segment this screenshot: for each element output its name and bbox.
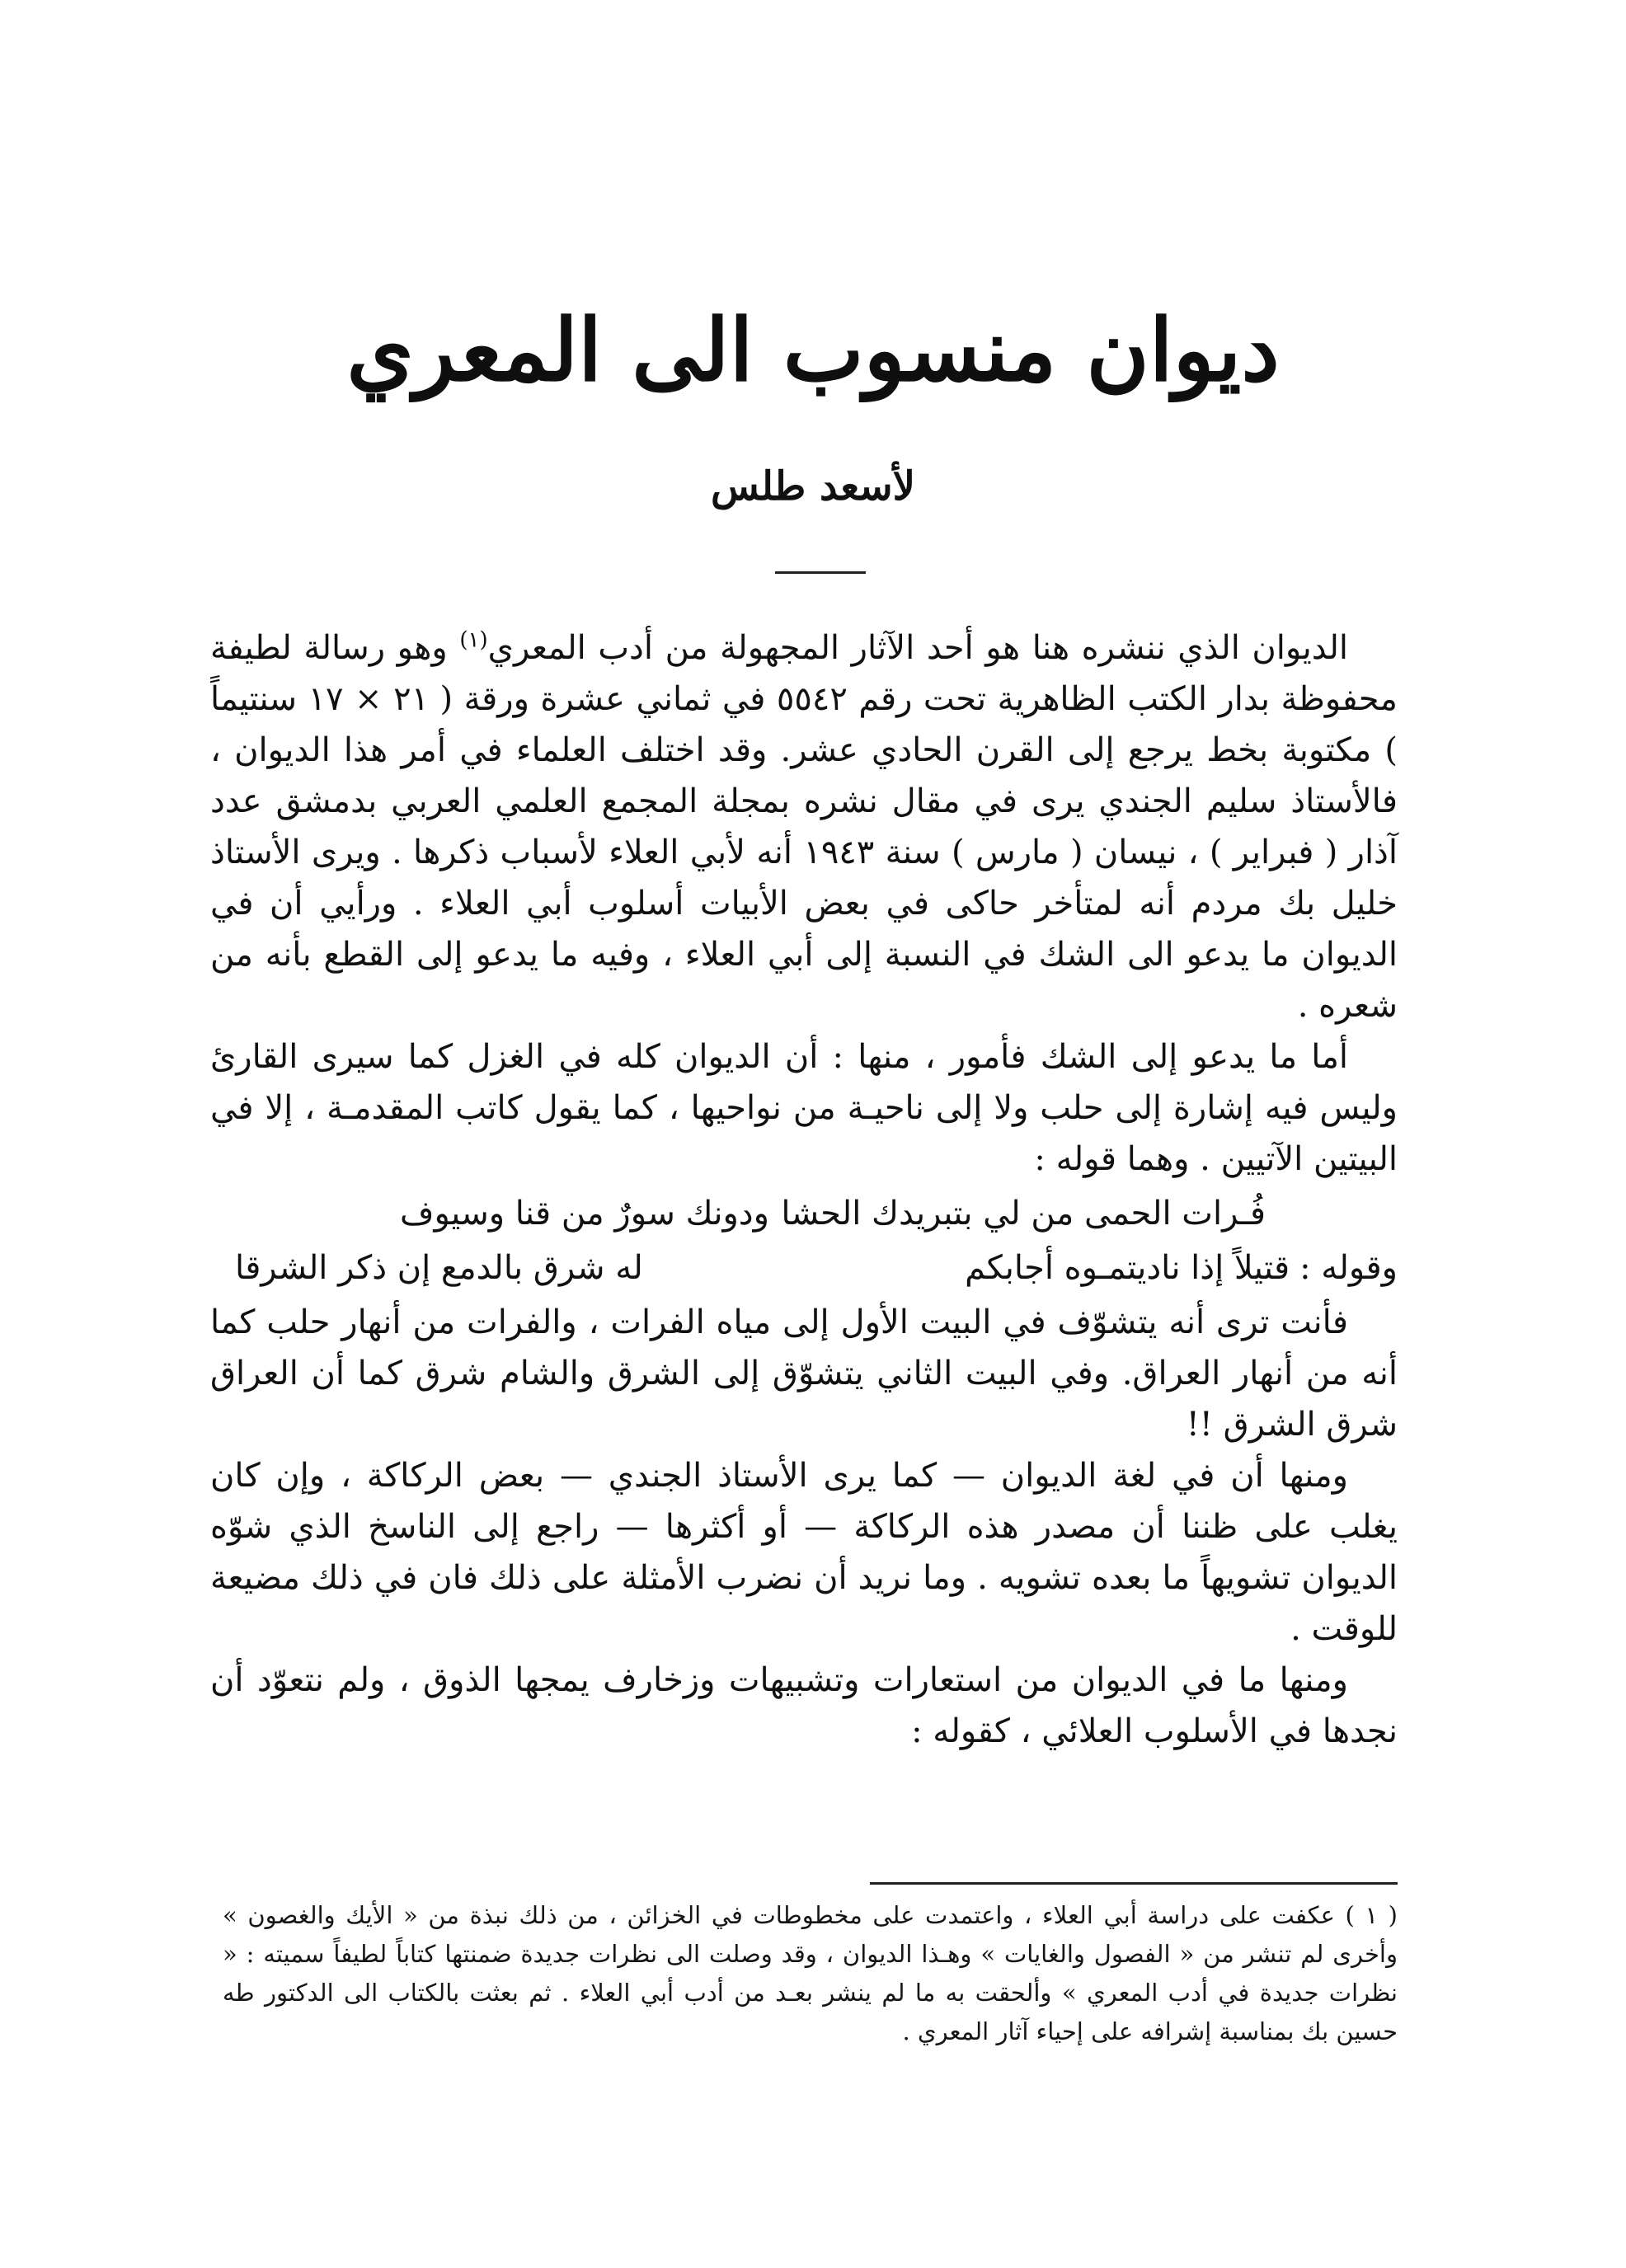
title-divider [775, 571, 866, 574]
verse-1-second-hemistich: ودونك سورٌ من قنا وسيوف [400, 1195, 769, 1233]
verse-1 [210, 1188, 1398, 1239]
page-title: ديوان منسوب الى المعري [346, 299, 1280, 401]
verse-2-second-hemistich: له شرق بالدمع إن ذكر الشرقا [235, 1249, 643, 1287]
footnote-divider [870, 1882, 1398, 1885]
paragraph-5: ومنها ما في الديوان من استعارات وتشبيهات وزخارف يمجها الذوق ، ولم نتعوّد أن نجدها في الأسلوب العلائي ، كقوله : [210, 1661, 1398, 1750]
article-body [210, 622, 1398, 1757]
footnote-marker: (١) [459, 627, 488, 653]
footnote-text: ( ١ ) عكفت على دراسة أبي العلاء ، واعتمدت على مخطوطات في الخزائن ، من ذلك نبذة من « الأيك والغصون » وأخرى لم تنشر من « الفصول والغايات » وهـذا الديوان ، وقد وصلت الى نظرات جديدة ضمنتها كتاباً لطيفاً سميته : « نظرات جديدة في أدب المعري » وألحقت به ما لم ينشر بعـد من أدب أبي العلاء . ثم بعثت بالكتاب الى الدكتور طه حسين بك بمناسبة إشرافه على إحياء آثار المعري . [223, 1901, 1398, 2045]
paragraph-3: فأنت ترى أنه يتشوّف في البيت الأول إلى مياه الفرات ، والفرات من أنهار حلب كما أنه من أنهار العراق. وفي البيت الثاني يتشوّق إلى الشرق والشام شرق كما أن العراق شرق الشرق !! [210, 1303, 1398, 1444]
paragraph-1 [210, 622, 1398, 1031]
footnote [223, 1896, 1398, 2051]
paragraph-1-text-a: الديوان الذي ننشره هنا هو أحد الآثار المجهولة من أدب المعري [487, 629, 1349, 667]
verse-2 [210, 1242, 1398, 1294]
paragraph-1-text-b: وهو رسالة لطيفة محفوظة بدار الكتب الظاهرية تحت رقم ٥٥٤٢ في ثماني عشرة ورقة ( ٢١ × ١٧ سنتيماً ) مكتوبة بخط يرجع إلى القرن الحادي عشر. وقد اختلف العلماء في أمر هذا الديوان ، فالأستاذ سليم الجندي يرى في مقال نشره بمجلة المجمع العلمي العربي بدمشق عدد آذار ( فبراير ) ، نيسان ( مارس ) سنة ١٩٤٣ أنه لأبي العلاء لأسباب ذكرها . ويرى الأستاذ خليل بك مردم أنه لمتأخر حاكى في بعض الأبيات أسلوب أبي العلاء . ورأيي أن في الديوان ما يدعو الى الشك في النسبة إلى أبي العلاء ، وفيه ما يدعو إلى القطع بأنه من شعره . [210, 629, 1398, 1025]
paragraph-2: أما ما يدعو إلى الشك فأمور ، منها : أن الديوان كله في الغزل كما سيرى القارئ وليس فيه إشارة إلى حلب ولا إلى ناحيـة من نواحيها ، كما يقول كاتب المقدمـة ، إلا في البيتين الآتيين . وهما قوله : [210, 1038, 1398, 1178]
author-byline: لأسعد طلس [711, 463, 915, 509]
verse-1-first-hemistich: فُـرات الحمى من لي بتبريدك الحشا [781, 1195, 1266, 1233]
verse-2-intro: وقوله : [1299, 1249, 1398, 1287]
verse-2-first-text: قتيلاً إذا ناديتمـوه أجابكم [965, 1249, 1290, 1287]
paragraph-4: ومنها أن في لغة الديوان — كما يرى الأستاذ الجندي — بعض الركاكة ، وإن كان يغلب على ظننا أن مصدر هذه الركاكة — أو أكثرها — راجع إلى الناسخ الذي شوّه الديوان تشويهاً ما بعده تشويه . وما نريد أن نضرب الأمثلة على ذلك فان في ذلك مضيعة للوقت . [210, 1457, 1398, 1648]
verse-2-first-hemistich [965, 1242, 1398, 1294]
